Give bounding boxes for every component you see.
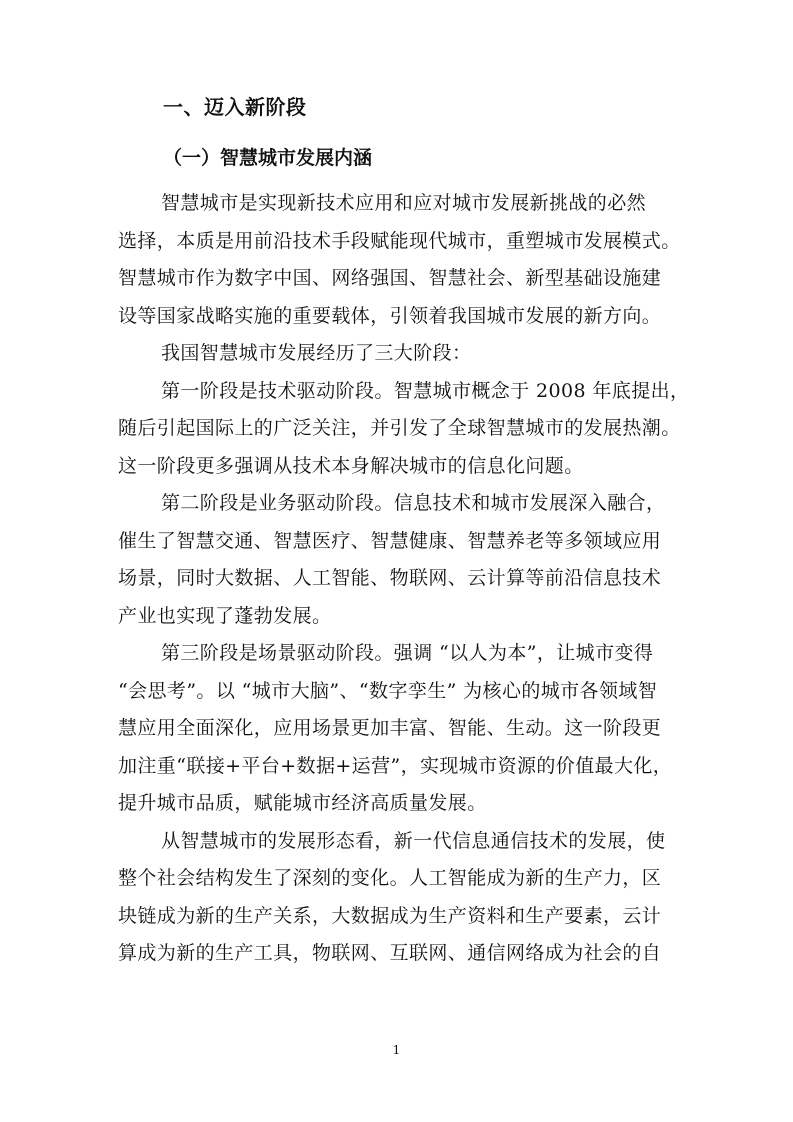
paragraph-line: 从智慧城市的发展形态看，新一代信息通信技术的发展，使 bbox=[161, 829, 666, 852]
paragraph-line: 第二阶段是业务驱动阶段。信息技术和城市发展深入融合， bbox=[161, 492, 666, 514]
paragraph-line: 加注重“联接+平台+数据+运营”，实现城市资源的价值最大化， bbox=[118, 754, 673, 777]
body-text bbox=[118, 185, 690, 973]
paragraph-line: 选择，本质是用前沿技术手段赋能现代城市，重塑城市发展模式。 bbox=[118, 229, 681, 252]
paragraph-line: 提升城市品质，赋能城市经济高质量发展。 bbox=[118, 792, 487, 814]
paragraph-line: 块链成为新的生产关系，大数据成为生产资料和生产要素，云计 bbox=[118, 904, 662, 927]
paragraph-line: 设等国家战略实施的重要载体，引领着我国城市发展的新方向。 bbox=[118, 304, 662, 327]
subsection-heading: （一）智慧城市发展内涵 bbox=[163, 147, 373, 169]
paragraph-line: 智慧城市是实现新技术应用和应对城市发展新挑战的必然 bbox=[161, 192, 647, 214]
section-heading: 一、迈入新阶段 bbox=[163, 95, 307, 119]
paragraph-line: 我国智慧城市发展经历了三大阶段： bbox=[161, 342, 472, 364]
paragraph-line: 这一阶段更多强调从技术本身解决城市的信息化问题。 bbox=[118, 454, 584, 477]
paragraph-line: “会思考”。以 “城市大脑”、“数字孪生” 为核心的城市各领域智 bbox=[118, 679, 658, 702]
paragraph-line: 第三阶段是场景驱动阶段。强调 “以人为本”，让城市变得 bbox=[161, 642, 654, 664]
paragraph-line: 智慧城市作为数字中国、网络强国、智慧社会、新型基础设施建 bbox=[118, 267, 662, 289]
paragraph-line: 第一阶段是技术驱动阶段。智慧城市概念于 2008 年底提出， bbox=[161, 379, 690, 402]
paragraph-line: 随后引起国际上的广泛关注，并引发了全球智慧城市的发展热潮。 bbox=[118, 417, 681, 439]
paragraph-line: 催生了智慧交通、智慧医疗、智慧健康、智慧养老等多领域应用 bbox=[118, 529, 662, 552]
paragraph-line: 算成为新的生产工具，物联网、互联网、通信网络成为社会的自 bbox=[118, 942, 662, 964]
page-number: 1 bbox=[392, 1043, 401, 1057]
paragraph-line: 整个社会结构发生了深刻的变化。人工智能成为新的生产力，区 bbox=[118, 867, 662, 889]
paragraph-line: 产业也实现了蓬勃发展。 bbox=[118, 604, 332, 627]
paragraph-line: 场景，同时大数据、人工智能、物联网、云计算等前沿信息技术 bbox=[118, 567, 662, 589]
paragraph-line: 慧应用全面深化，应用场景更加丰富、智能、生动。这一阶段更 bbox=[118, 717, 662, 739]
